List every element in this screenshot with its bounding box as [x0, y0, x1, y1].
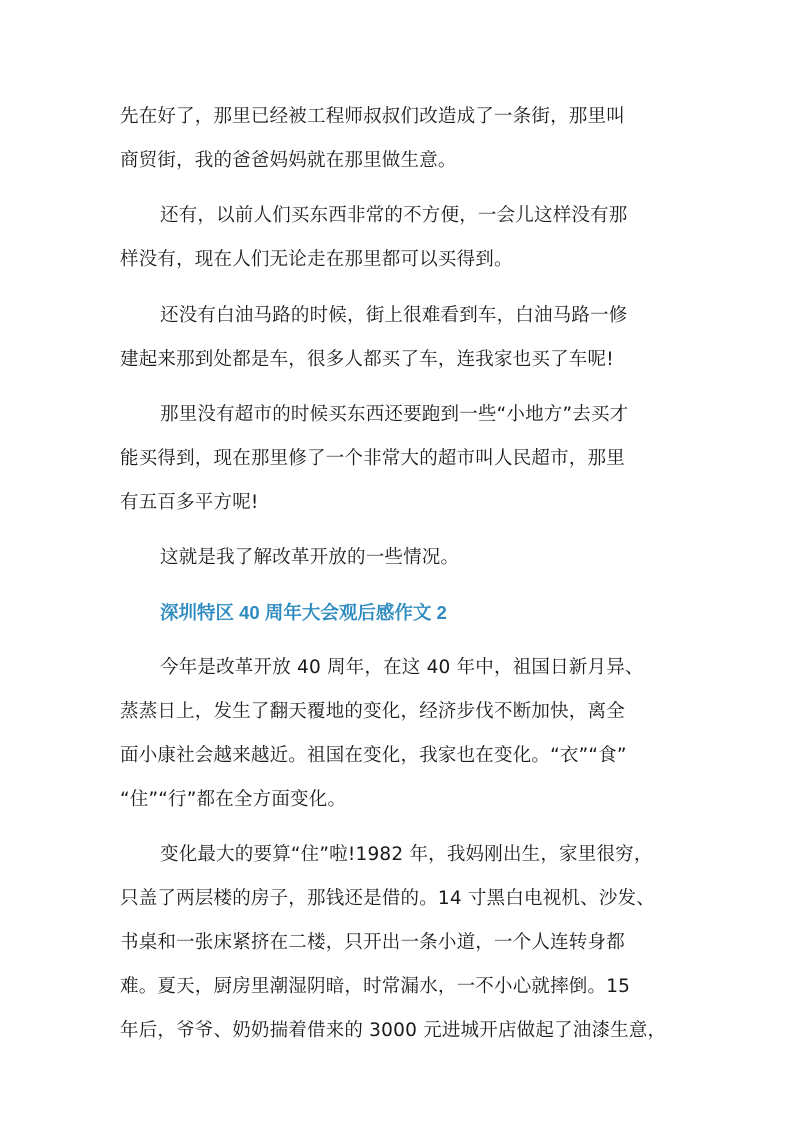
- paragraph-line: 那里没有超市的时候买东西还要跑到一些“小地方”去买才: [160, 404, 629, 425]
- paragraph-line: 还有，以前人们买东西非常的不方便，一会儿这样没有那: [160, 205, 628, 226]
- paragraph-line: 只盖了两层楼的房子，那钱还是借的。14 寸黑白电视机、沙发、: [120, 888, 655, 909]
- paragraph-line: 能买得到，现在那里修了一个非常大的超市叫人民超市，那里: [120, 448, 625, 469]
- paragraph-line: 商贸街，我的爸爸妈妈就在那里做生意。: [120, 150, 457, 171]
- paragraph-line: 还没有白油马路的时候，街上很难看到车，白油马路一修: [160, 305, 628, 326]
- paragraph-line: 先在好了，那里已经被工程师叔叔们改造成了一条街，那里叫: [120, 106, 625, 127]
- paragraph-line: 有五百多平方呢!: [120, 492, 259, 513]
- paragraph-line: 变化最大的要算“住”啦!1982 年，我妈刚出生，家里很穷，: [160, 844, 653, 865]
- paragraph-line: 今年是改革开放 40 周年，在这 40 年中，祖国日新月异、: [160, 657, 644, 678]
- paragraph-line: 书桌和一张床紧挤在二楼，只开出一条小道，一个人连转身都: [120, 932, 625, 953]
- paragraph-line: 蒸蒸日上，发生了翻天覆地的变化，经济步伐不断加快，离全: [120, 701, 625, 722]
- section-heading: 深圳特区 40 周年大会观后感作文 2: [160, 602, 447, 623]
- paragraph-line: 难。夏天，厨房里潮湿阴暗，时常漏水，一不小心就摔倒。15: [120, 976, 631, 997]
- paragraph-line: 年后，爷爷、奶奶揣着借来的 3000 元进城开店做起了油漆生意，: [120, 1020, 667, 1041]
- paragraph-line: 建起来那到处都是车，很多人都买了车，连我家也买了车呢!: [120, 349, 614, 370]
- paragraph-line: 样没有，现在人们无论走在那里都可以买得到。: [120, 249, 513, 270]
- paragraph-line: “住”“行”都在全方面变化。: [120, 789, 347, 810]
- paragraph-line: 面小康社会越来越近。祖国在变化，我家也在变化。“衣”“食”: [120, 745, 627, 766]
- paragraph-line: 这就是我了解改革开放的一些情况。: [160, 547, 460, 568]
